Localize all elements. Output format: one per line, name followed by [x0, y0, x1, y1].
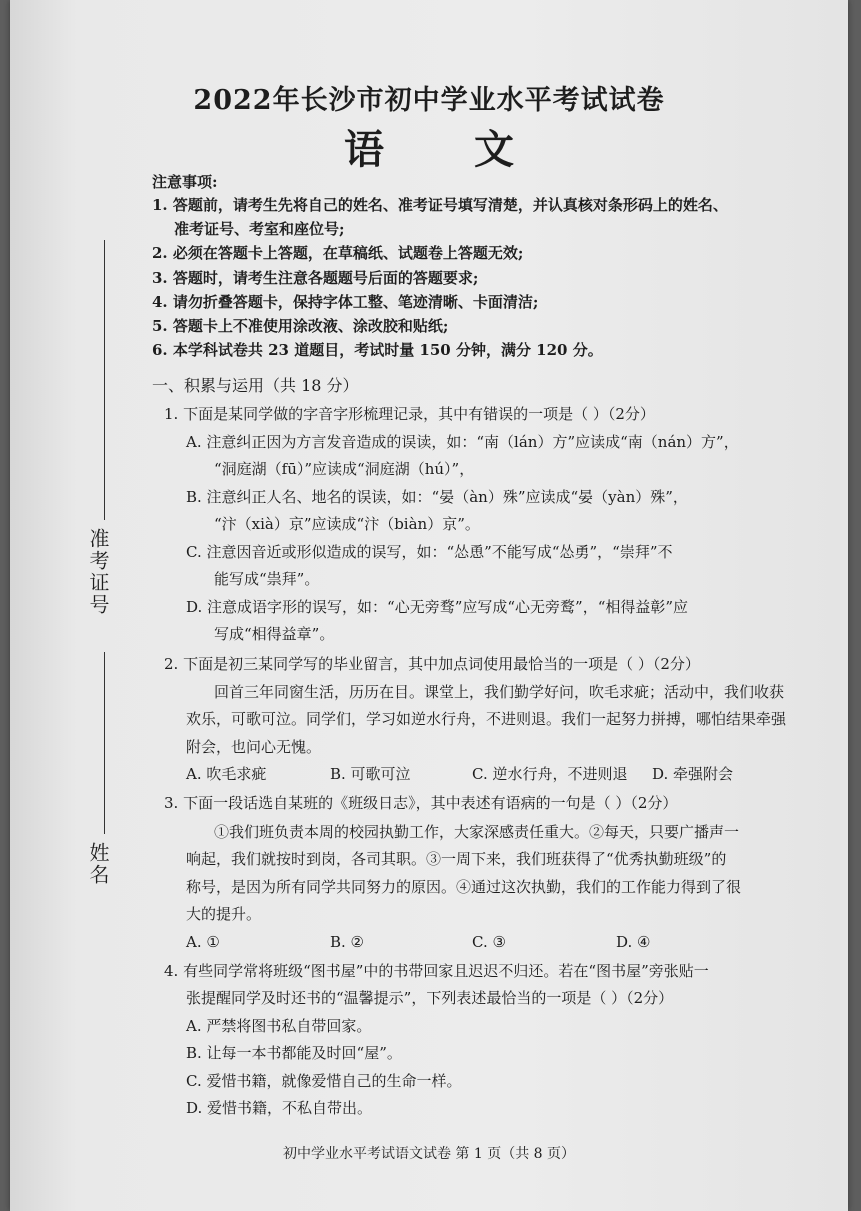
notice-item: 6. 本学科试卷共 23 道题目，考试时量 150 分钟，满分 120 分。	[152, 341, 603, 359]
question-3-option-c: C. ③	[472, 933, 506, 951]
question-3-passage: 称号，是因为所有同学共同努力的原因。④通过这次执勤，我们的工作能力得到了很	[186, 878, 742, 896]
question-2-option-d: D. 牵强附会	[652, 765, 734, 783]
subject-title: 语 文	[344, 126, 552, 173]
question-3-option-a: A. ①	[186, 933, 220, 951]
notice-item: 3. 答题时，请考生注意各题题号后面的答题要求;	[152, 269, 479, 287]
question-1-option-c: C. 注意因音近或形似造成的误写，如：“怂恿”不能写成“怂勇”，“崇拜”不	[186, 543, 673, 561]
notice-item: 准考证号、考室和座位号;	[174, 220, 345, 238]
notice-item: 5. 答题卡上不准使用涂改液、涂改胶和贴纸;	[152, 317, 449, 335]
question-2-option-a: A. 吹毛求疵	[186, 765, 267, 783]
question-4-stem-cont: 张提醒同学及时还书的“温馨提示”，下列表述最恰当的一项是（ ）（2分）	[186, 989, 674, 1007]
question-2-option-c: C. 逆水行舟，不进则退	[472, 765, 628, 783]
question-1-stem: 1. 下面是某同学做的字音字形梳理记录，其中有错误的一项是（ ）（2分）	[164, 405, 655, 423]
question-1-option-b: B. 注意纠正人名、地名的误读，如：“晏（àn）殊”应读成“晏（yàn）殊”，	[186, 488, 688, 506]
notice-item: 1. 答题前，请考生先将自己的姓名、准考证号填写清楚，并认真核对条形码上的姓名、	[152, 196, 728, 214]
question-3-option-b: B. ②	[330, 933, 365, 951]
exam-paper	[10, 0, 848, 1211]
exam-number-label: 准考证号	[86, 528, 110, 616]
question-2-passage: 回首三年同窗生活，历历在目。课堂上，我们勤学好问，吹毛求疵；活动中，我们收获	[214, 683, 785, 701]
section-heading: 一、积累与运用（共 18 分）	[152, 376, 359, 395]
name-label: 姓名	[86, 842, 110, 886]
question-4-stem: 4. 有些同学常将班级“图书屋”中的书带回家且迟迟不归还。若在“图书屋”旁张贴一	[164, 962, 709, 980]
name-line	[104, 652, 105, 834]
question-3-passage: 响起，我们就按时到岗，各司其职。③一周下来，我们班获得了“优秀执勤班级”的	[186, 850, 727, 868]
question-1-option-a: A. 注意纠正因为方言发音造成的误读，如：“南（lán）方”应读成“南（nán）方”，	[186, 433, 739, 451]
question-1-option-d: D. 注意成语字形的误写，如：“心无旁骛”应写成“心无旁鹜”，“相得益彰”应	[186, 598, 689, 616]
question-2-passage: 附会，也问心无愧。	[186, 738, 322, 756]
question-4-option-d: D. 爱惜书籍，不私自带出。	[186, 1099, 373, 1117]
page-footer: 初中学业水平考试语文试卷 第 1 页（共 8 页）	[282, 1146, 576, 1162]
question-3-option-d: D. ④	[616, 933, 651, 951]
notice-heading: 注意事项:	[152, 173, 218, 191]
question-3-passage: ①我们班负责本周的校园执勤工作，大家深感责任重大。②每天，只要广播声一	[214, 823, 740, 841]
question-4-option-c: C. 爱惜书籍，就像爱惜自己的生命一样。	[186, 1072, 462, 1090]
question-3-passage: 大的提升。	[186, 905, 262, 923]
notice-item: 2. 必须在答题卡上答题，在草稿纸、试题卷上答题无效;	[152, 244, 524, 262]
notice-item: 4. 请勿折叠答题卡，保持字体工整、笔迹清晰、卡面清洁;	[152, 293, 539, 311]
question-1-option-a-cont: “洞庭湖（fū）”应读成“洞庭湖（hú）”，	[214, 460, 475, 478]
question-1-option-c-cont: 能写成“祟拜”。	[214, 570, 320, 588]
question-3-stem: 3. 下面一段话选自某班的《班级日志》，其中表述有语病的一句是（ ）（2分）	[164, 794, 678, 812]
question-1-option-b-cont: “汴（xià）京”应读成“汴（biàn）京”。	[214, 515, 480, 533]
question-4-option-a: A. 严禁将图书私自带回家。	[186, 1017, 372, 1035]
question-2-stem: 2. 下面是初三某同学写的毕业留言，其中加点词使用最恰当的一项是（ ）（2分）	[164, 655, 700, 673]
exam-number-line	[104, 240, 105, 520]
question-2-option-b: B. 可歌可泣	[330, 765, 411, 783]
question-2-passage: 欢乐，可歌可泣。同学们，学习如逆水行舟，不进则退。我们一起努力拼搏，哪怕结果牵强	[186, 710, 787, 728]
exam-title: 2022年长沙市初中学业水平考试试卷	[193, 85, 665, 116]
question-4-option-b: B. 让每一本书都能及时回“屋”。	[186, 1044, 402, 1062]
question-1-option-d-cont: 写成“相得益章”。	[214, 625, 335, 643]
